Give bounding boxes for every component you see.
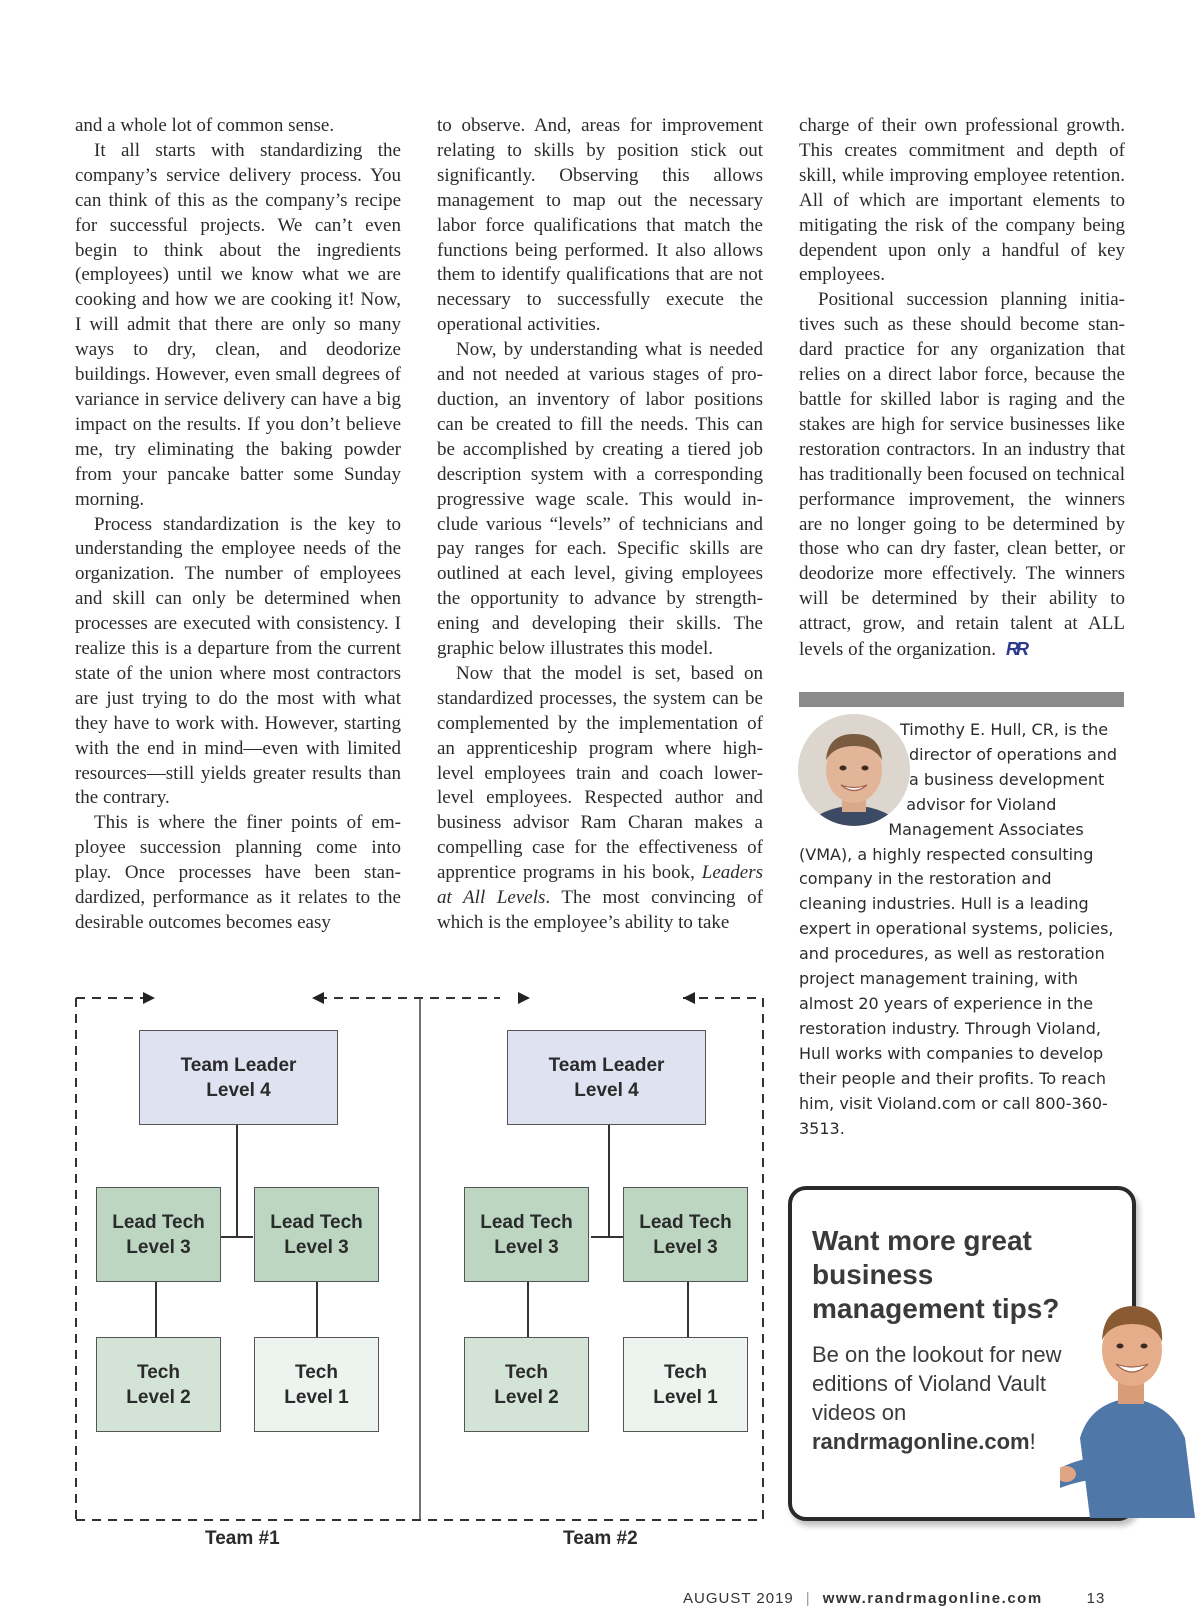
box-level: Level 3 xyxy=(126,1236,191,1258)
box-title: Team Leader xyxy=(548,1054,665,1076)
paragraph: charge of their own professional growth. This creates commitment and depth of skill, while improving employee retention. All of which are important elements to mitigating the risk of the company being dependent upon only a handful of key employees. xyxy=(799,115,1125,286)
paragraph xyxy=(437,662,763,936)
article-column-3 xyxy=(799,114,1125,663)
team1-leader-box xyxy=(139,1030,338,1125)
box-title: Lead Tech xyxy=(270,1211,363,1233)
paragraph: and a whole lot of common sense. xyxy=(75,115,335,136)
box-level: Level 4 xyxy=(574,1079,639,1101)
team1-tech-level1-box xyxy=(254,1337,379,1432)
box-level: Level 2 xyxy=(494,1386,559,1408)
box-level: Level 1 xyxy=(284,1386,349,1408)
team1-lead-tech-box xyxy=(254,1187,379,1282)
team2-tech-level1-box xyxy=(623,1337,748,1432)
promo-link-suffix: ! xyxy=(1029,1429,1036,1454)
promo-body xyxy=(812,1340,1082,1456)
page-footer xyxy=(683,1590,1105,1607)
box-level: Level 3 xyxy=(284,1236,349,1258)
promo-headline: Want more great business management tips? xyxy=(812,1225,1060,1324)
box-title: Lead Tech xyxy=(639,1211,732,1233)
team1-tech-level2-box xyxy=(96,1337,221,1432)
issue-date: AUGUST 2019 xyxy=(683,1590,794,1607)
team2-leader-box xyxy=(507,1030,706,1125)
box-title: Lead Tech xyxy=(480,1211,573,1233)
paragraph: to observe. And, areas for improvement relating to skills by position stick out significantly. Observing this allows management to map out the necessary labor force qualifications that match the functions being performed. It also allows them to identify qualifications that are not necessary to successfully execute the operational activities. xyxy=(437,115,763,336)
team2-tech-level2-box xyxy=(464,1337,589,1432)
box-level: Level 2 xyxy=(126,1386,191,1408)
paragraph-text: Now that the model is set, based on standardized processes, the system can be complemented by the implementation of an apprenticeship program where high-level employees train and coach lower-level employees. Respected author and business advisor Ram Charan makes a compelling case for the effectiveness of apprentice programs in his book, xyxy=(437,662,763,884)
article-column-1 xyxy=(75,114,401,936)
team1-lead-tech-box xyxy=(96,1187,221,1282)
page-number: 13 xyxy=(1086,1590,1106,1607)
box-level: Level 3 xyxy=(653,1236,718,1258)
paragraph: Process standardization is the key to understanding the employee needs of the organization. The number of employees and skill can only be determined when processes are executed with consistency. I realize this is a departure from the current state of the union where most contractors are just trying to do the most with what they have to work with. However, starting with the end in mind—even with limited resources—still yields greater results than the contrary. xyxy=(75,513,401,809)
team2-lead-tech-box xyxy=(464,1187,589,1282)
footer-url[interactable]: www.randrmagonline.com xyxy=(822,1590,1043,1607)
box-level: Level 3 xyxy=(494,1236,559,1258)
bio-divider-bar xyxy=(799,692,1124,707)
box-title: Tech xyxy=(664,1361,707,1383)
author-bio xyxy=(799,718,1124,1141)
paragraph: It all starts with standardizing the company’s service delivery process. You can think of this as the company’s recipe for successful projects. We can’t even begin to think about the ingredients (employees) until we know what we are cooking and how we are cooking it! Now, I will admit that there are only so many ways to dry, clean, and deodorize buildings. However, even small degrees of variance in service delivery can have a big impact on the results. If you don’t believe me, try eliminating the baking powder from your pancake batter some Sunday morning. xyxy=(75,139,401,510)
paragraph-tail: . The most convincing of which is the employee’s ability to take xyxy=(437,887,763,933)
rr-end-mark-logo: RR xyxy=(1005,639,1026,660)
box-title: Tech xyxy=(295,1361,338,1383)
author-bio-text: Timothy E. Hull, CR, is the director of operations and a business development advisor for Violand Management Associates (VMA), a highly respected consulting company in the restoration and cleaning industries. Hull is a leading expert in operational systems, policies, and procedures, as well as restoration project management training, with almost 20 years of experience in the restoration industry. Through Violand, Hull works with companies to develop their people and their profits. To reach him, visit Violand.com or call 800-360-3513. xyxy=(799,720,1118,1138)
promo-link[interactable]: randrmagonline.com xyxy=(812,1429,1030,1454)
team2-lead-tech-box xyxy=(623,1187,748,1282)
team1-label: Team #1 xyxy=(205,1528,280,1549)
paragraph: This is where the finer points of employee succession planning come into play. Once processes have been standardized, performance as it relates to the desirable outcomes becomes easy xyxy=(75,812,401,933)
book-title: Leaders at All Levels xyxy=(437,862,763,909)
box-title: Tech xyxy=(137,1361,180,1383)
box-title: Lead Tech xyxy=(112,1211,205,1233)
footer-separator: | xyxy=(805,1590,811,1607)
paragraph xyxy=(799,288,1125,663)
box-level: Level 4 xyxy=(206,1079,271,1101)
team-structure-diagram xyxy=(0,990,780,1550)
box-title: Tech xyxy=(505,1361,548,1383)
box-title: Team Leader xyxy=(180,1054,297,1076)
paragraph-text: Positional succession planning initiatives such as these should become standard practice for any organization that relies on a direct labor force, because the battle for skilled labor is raging and the stakes are high for service businesses like restoration contractors. In an industry that has traditionally been focused on technical performance improvement, the winners are no longer going to be determined by those who can dry faster, clean better, or deodorize more effectively. The winners will be determined by their ability to attract, grow, and retain talent at ALL levels of the organization. xyxy=(799,289,1125,661)
team2-label: Team #2 xyxy=(563,1528,638,1549)
paragraph: Now, by understanding what is needed and not needed at various stages of production, an inventory of labor positions can be created to fill the needs. This can be accomplished by creating a tiered job description system with a corresponding progressive wage scale. This would include various “levels” of technicians and pay ranges for each. Specific skills are outlined at each level, giving employees the opportunity to advance by strengthening and developing their skills. The graphic below illustrates this model. xyxy=(437,339,763,660)
promo-body-text: Be on the lookout for new editions of Violand Vault videos on xyxy=(812,1342,1062,1425)
pointing-man-image xyxy=(1060,1288,1200,1518)
article-column-2 xyxy=(437,114,763,936)
box-level: Level 1 xyxy=(653,1386,718,1408)
